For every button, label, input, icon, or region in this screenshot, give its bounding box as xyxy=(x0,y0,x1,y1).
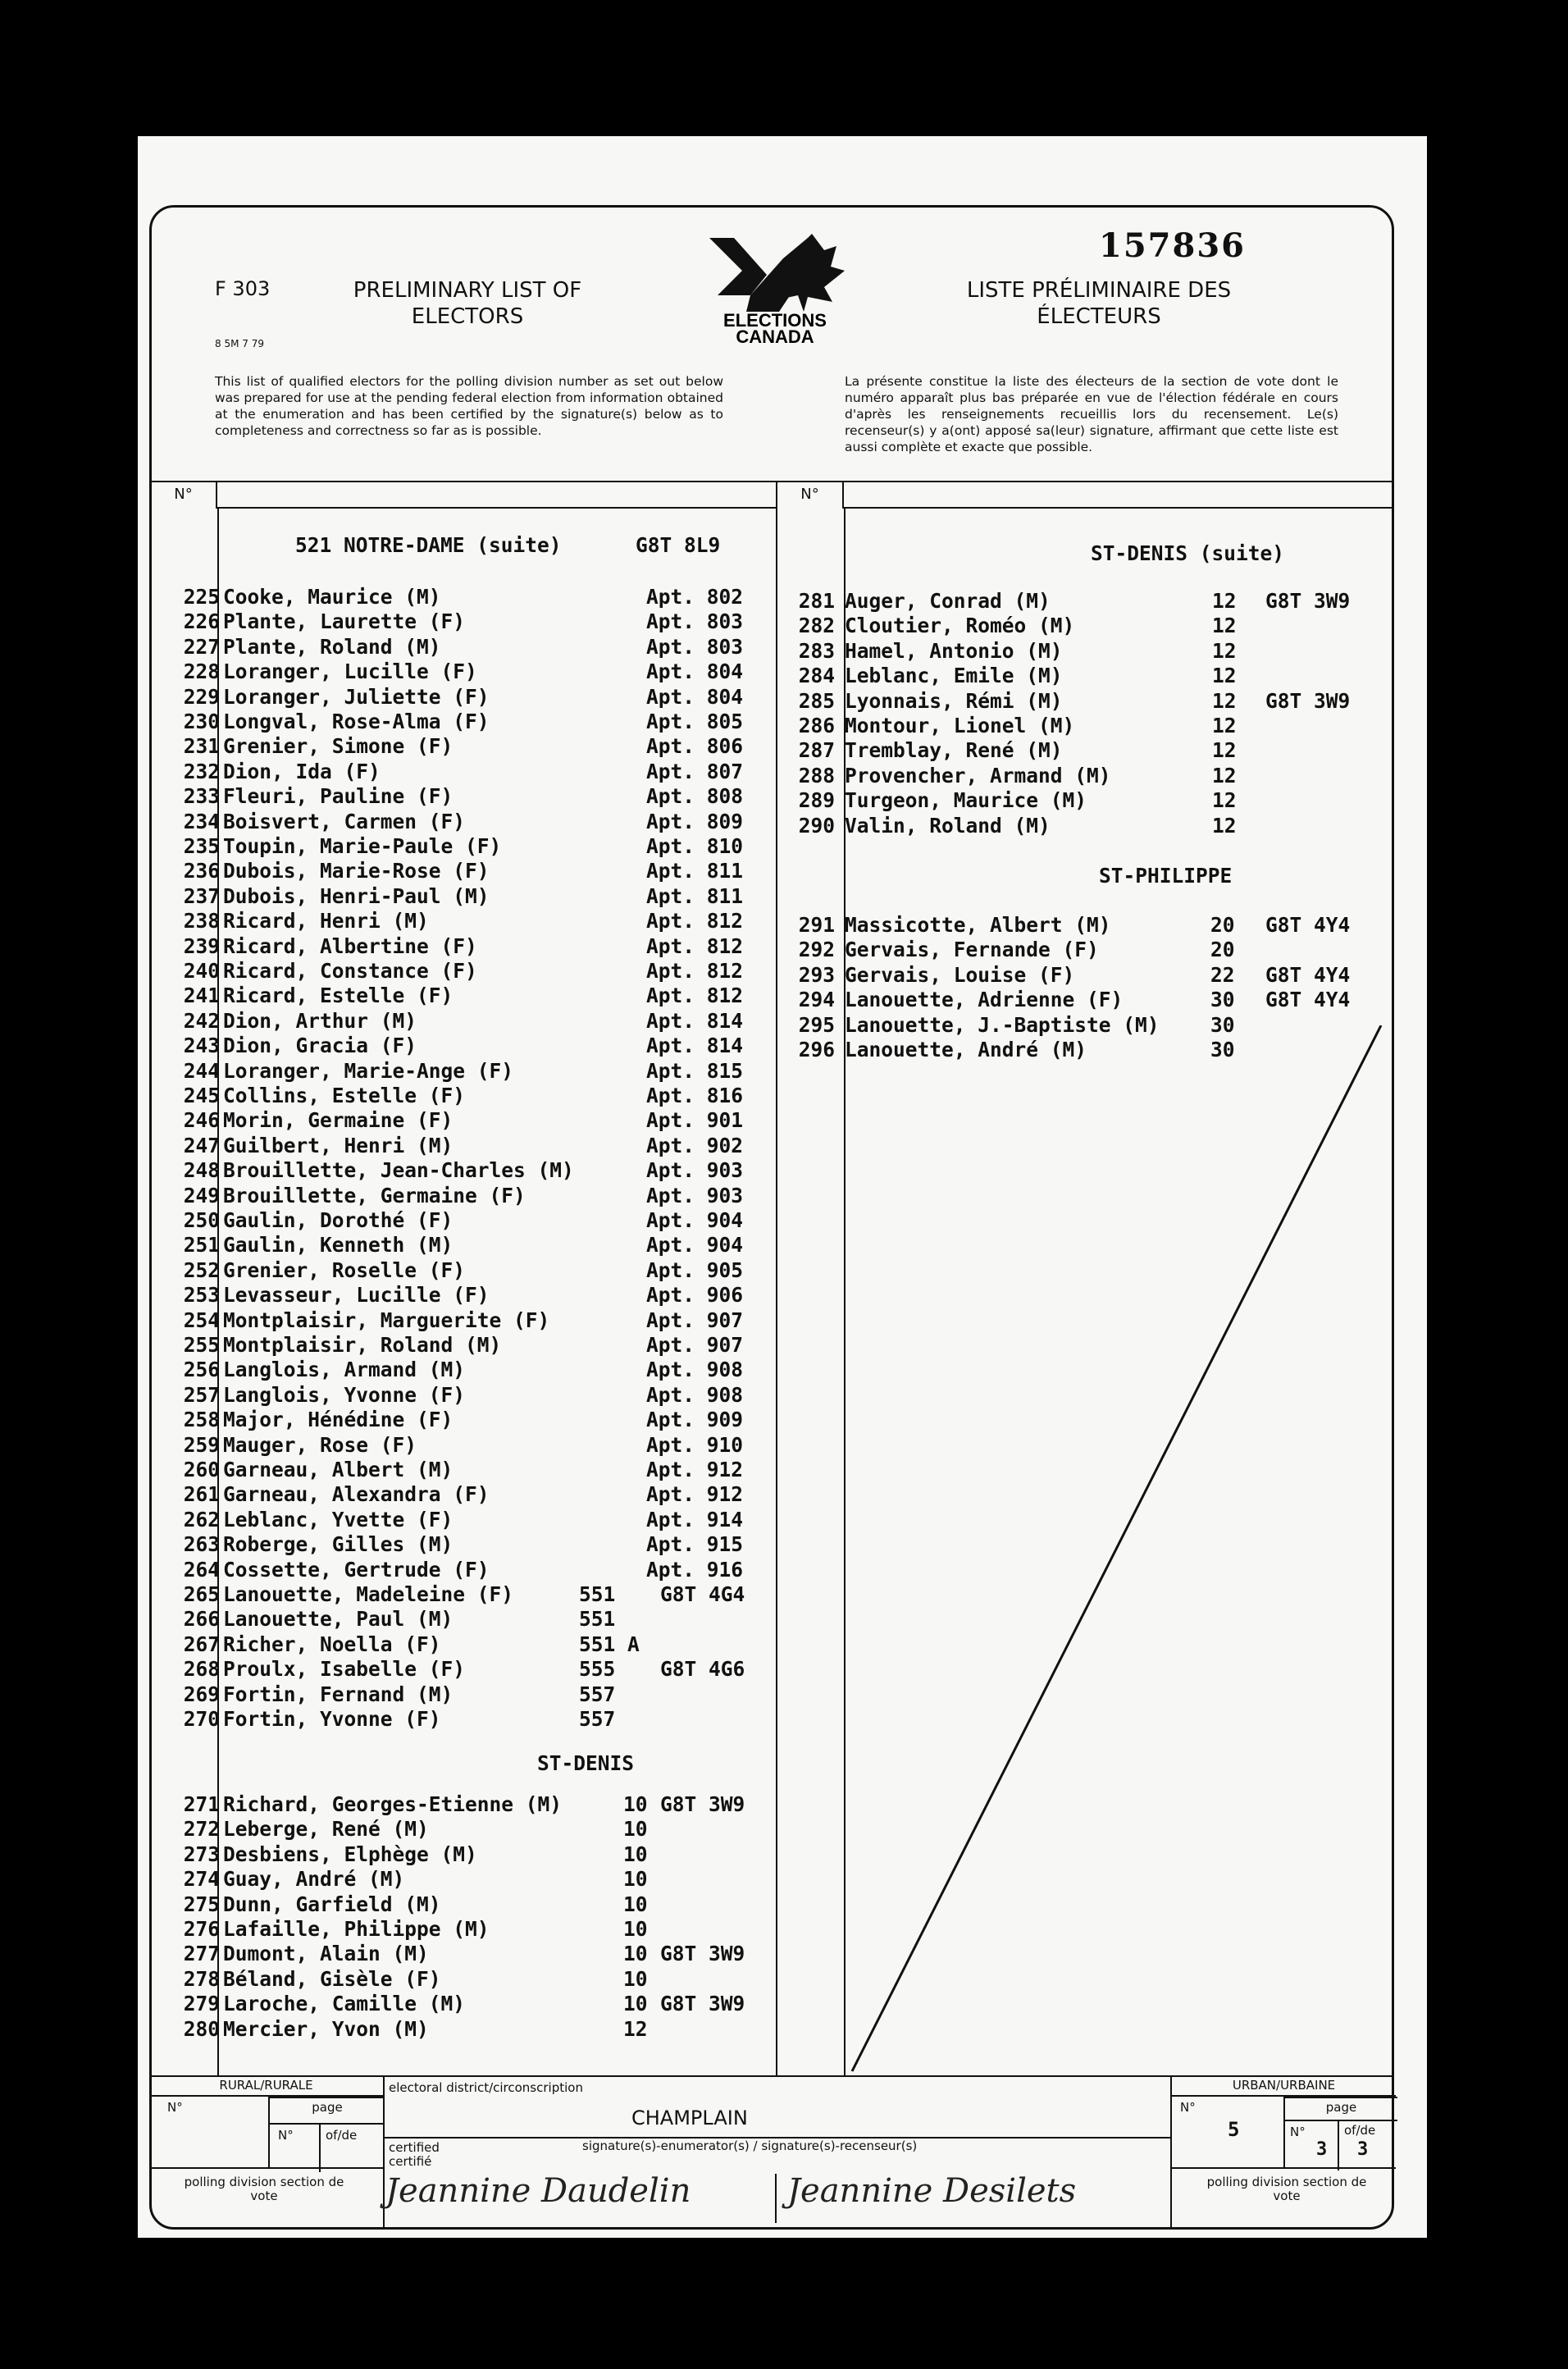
elector-address: 12 xyxy=(1212,714,1237,737)
elector-name: Auger, Conrad (M) xyxy=(845,589,1051,613)
elector-address: 12 xyxy=(1212,738,1237,763)
street-heading-notre-dame-postal: G8T 8L9 xyxy=(636,533,721,557)
title-english: PRELIMINARY LIST OF ELECTORS xyxy=(353,278,582,329)
elector-address: Apt. 908 xyxy=(646,1358,744,1382)
elector-name: Leberge, René (M) xyxy=(223,1817,429,1842)
elector-number: 233 xyxy=(183,784,220,809)
elector-address: Apt. 804 xyxy=(646,684,744,709)
elector-address: Apt. 814 xyxy=(646,1008,744,1033)
elector-number: 231 xyxy=(183,734,220,759)
elector-postal-code: G8T 3W9 xyxy=(660,1992,745,2016)
elector-address: 12 xyxy=(623,2016,648,2041)
elector-number: 266 xyxy=(183,1607,220,1632)
elector-address: 10 xyxy=(623,1892,648,1916)
serial-number: 157836 xyxy=(1099,226,1246,265)
elector-number: 260 xyxy=(183,1458,220,1481)
elector-address: Apt. 910 xyxy=(646,1432,744,1457)
elector-name: Mauger, Rose (F) xyxy=(223,1432,417,1457)
elector-number: 294 xyxy=(798,988,835,1012)
elector-name: Montour, Lionel (M) xyxy=(845,714,1075,737)
elector-postal-code: G8T 4Y4 xyxy=(1265,962,1351,987)
rural-page-label: page xyxy=(312,2100,343,2115)
elector-address: Apt. 812 xyxy=(646,959,744,983)
elector-number: 273 xyxy=(183,1842,220,1866)
right-no-header: N° xyxy=(776,481,844,509)
elector-number: 259 xyxy=(183,1432,220,1457)
elector-number: 293 xyxy=(798,962,835,987)
elector-address: Apt. 905 xyxy=(646,1258,744,1282)
elector-address: Apt. 912 xyxy=(646,1458,744,1481)
elector-name: Loranger, Marie-Ange (F) xyxy=(223,1058,514,1083)
elector-number: 288 xyxy=(798,763,835,787)
elector-number: 286 xyxy=(798,714,835,737)
elector-address: Apt. 912 xyxy=(646,1482,744,1507)
elector-name: Lanouette, Adrienne (F) xyxy=(845,988,1124,1012)
elector-address: Apt. 803 xyxy=(646,609,744,634)
elector-address: Apt. 803 xyxy=(646,634,744,659)
left-no-header: N° xyxy=(149,481,217,509)
elector-address: Apt. 903 xyxy=(646,1183,744,1207)
elector-name: Major, Hénédine (F) xyxy=(223,1408,454,1432)
elector-name: Garneau, Alexandra (F) xyxy=(223,1482,490,1507)
elector-postal-code: G8T 3W9 xyxy=(1265,688,1351,713)
urban-page-no-label: N° xyxy=(1290,2125,1306,2139)
table-top-rule xyxy=(149,481,1394,482)
elector-number: 270 xyxy=(183,1707,220,1731)
rural-page-box xyxy=(268,2097,385,2167)
elector-postal-code: G8T 3W9 xyxy=(660,1792,745,1816)
elector-number: 242 xyxy=(183,1008,220,1033)
elector-number: 296 xyxy=(798,1038,835,1061)
elector-number: 277 xyxy=(183,1942,220,1966)
elector-number: 248 xyxy=(183,1158,220,1183)
urban-polling-number: 5 xyxy=(1228,2118,1240,2141)
elector-name: Dion, Arthur (M) xyxy=(223,1008,417,1033)
elector-name: Ricard, Estelle (F) xyxy=(223,984,454,1008)
elector-name: Boisvert, Carmen (F) xyxy=(223,809,466,833)
elector-address: 30 xyxy=(1210,1012,1235,1037)
elector-address: Apt. 811 xyxy=(646,859,744,883)
elector-number: 295 xyxy=(798,1012,835,1037)
elector-address: Apt. 811 xyxy=(646,883,744,908)
elector-address: Apt. 915 xyxy=(646,1532,744,1557)
elector-address: Apt. 909 xyxy=(646,1408,744,1432)
elector-number: 228 xyxy=(183,660,220,684)
elector-address: Apt. 815 xyxy=(646,1058,744,1083)
elector-address: 557 xyxy=(579,1682,616,1706)
elector-address: Apt. 810 xyxy=(646,834,744,858)
elector-number: 250 xyxy=(183,1208,220,1232)
logo-text-canada: CANADA xyxy=(736,326,814,347)
urban-page-cells xyxy=(1285,2120,1397,2169)
elector-number: 289 xyxy=(798,788,835,813)
elector-name: Provencher, Armand (M) xyxy=(845,763,1111,787)
elector-address: 22 xyxy=(1210,962,1235,987)
elector-name: Gaulin, Dorothé (F) xyxy=(223,1208,454,1232)
elector-address: Apt. 907 xyxy=(646,1308,744,1332)
elector-number: 265 xyxy=(183,1582,220,1606)
elector-number: 249 xyxy=(183,1183,220,1207)
elector-number: 247 xyxy=(183,1133,220,1157)
elector-name: Ricard, Constance (F) xyxy=(223,959,477,983)
elector-name: Loranger, Lucille (F) xyxy=(223,660,477,684)
title-french: LISTE PRÉLIMINAIRE DES ÉLECTEURS xyxy=(966,278,1232,329)
elector-postal-code: G8T 4Y4 xyxy=(1265,988,1351,1012)
elector-address: Apt. 908 xyxy=(646,1382,744,1407)
elector-postal-code: G8T 3W9 xyxy=(660,1942,745,1966)
elector-name: Brouillette, Germaine (F) xyxy=(223,1183,526,1207)
elector-number: 258 xyxy=(183,1408,220,1432)
elector-number: 243 xyxy=(183,1034,220,1058)
elector-name: Lanouette, Paul (M) xyxy=(223,1607,454,1632)
right-top-rule xyxy=(844,507,1394,509)
elector-name: Leblanc, Yvette (F) xyxy=(223,1507,454,1531)
elector-address: Apt. 812 xyxy=(646,933,744,958)
elector-name: Cooke, Maurice (M) xyxy=(223,585,441,609)
elector-address: Apt. 914 xyxy=(646,1507,744,1531)
elector-name: Roberge, Gilles (M) xyxy=(223,1532,454,1557)
elector-number: 292 xyxy=(798,938,835,962)
elector-name: Gervais, Fernande (F) xyxy=(845,938,1099,962)
signature-divider xyxy=(775,2174,777,2223)
elector-address: 30 xyxy=(1210,1038,1235,1061)
urban-of-label: of/de xyxy=(1338,2121,1375,2170)
electoral-district-value: CHAMPLAIN xyxy=(631,2107,748,2129)
elector-name: Dumont, Alain (M) xyxy=(223,1942,429,1966)
street-heading-notre-dame: 521 NOTRE-DAME (suite) xyxy=(295,533,562,557)
urban-page-box xyxy=(1283,2097,1397,2167)
elector-number: 262 xyxy=(183,1507,220,1531)
elector-address: 30 xyxy=(1210,988,1235,1012)
elector-name: Guay, André (M) xyxy=(223,1867,405,1892)
rural-label: RURAL/RURALE xyxy=(149,2075,383,2097)
urban-no-label: N° xyxy=(1180,2100,1196,2115)
elector-address: 12 xyxy=(1212,788,1237,813)
elector-name: Gaulin, Kenneth (M) xyxy=(223,1233,454,1258)
elector-name: Lafaille, Philippe (M) xyxy=(223,1917,490,1941)
elector-name: Fortin, Fernand (M) xyxy=(223,1682,454,1706)
elector-name: Dion, Ida (F) xyxy=(223,759,381,783)
electoral-district-label: electoral district/circonscription xyxy=(389,2080,583,2095)
elector-address: Apt. 814 xyxy=(646,1034,744,1058)
elector-name: Lyonnais, Rémi (M) xyxy=(845,688,1063,713)
elector-name: Dubois, Henri-Paul (M) xyxy=(223,883,490,908)
elector-name: Montplaisir, Marguerite (F) xyxy=(223,1308,550,1332)
elector-name: Tremblay, René (M) xyxy=(845,738,1063,763)
elector-number: 238 xyxy=(183,909,220,933)
elector-name: Montplaisir, Roland (M) xyxy=(223,1333,502,1357)
elector-name: Plante, Laurette (F) xyxy=(223,609,466,634)
elector-number: 272 xyxy=(183,1817,220,1842)
elector-number: 255 xyxy=(183,1333,220,1357)
elector-number: 236 xyxy=(183,859,220,883)
certified-label: certified certifié xyxy=(389,2140,440,2169)
elector-number: 232 xyxy=(183,759,220,783)
elector-address: 10 xyxy=(623,1942,648,1966)
signature-label: signature(s)-enumerator(s) / signature(s)-recenseur(s) xyxy=(582,2138,918,2153)
elector-name: Dunn, Garfield (M) xyxy=(223,1892,441,1916)
elector-name: Cloutier, Roméo (M) xyxy=(845,614,1075,638)
elector-number: 239 xyxy=(183,933,220,958)
elector-name: Mercier, Yvon (M) xyxy=(223,2016,429,2041)
elector-name: Dion, Gracia (F) xyxy=(223,1034,417,1058)
elector-number: 230 xyxy=(183,710,220,733)
elector-name: Plante, Roland (M) xyxy=(223,634,441,659)
elections-canada-logo xyxy=(701,230,849,349)
elector-number: 252 xyxy=(183,1258,220,1282)
rural-polling-division-label: polling division section de vote xyxy=(184,2175,344,2203)
urban-of-number: 3 xyxy=(1357,2139,1369,2160)
elector-name: Longval, Rose-Alma (F) xyxy=(223,710,490,733)
elector-name: Grenier, Simone (F) xyxy=(223,734,454,759)
elector-name: Guilbert, Henri (M) xyxy=(223,1133,454,1157)
elector-number: 279 xyxy=(183,1992,220,2016)
elector-address: 10 xyxy=(623,1917,648,1941)
rural-page-cells xyxy=(270,2123,385,2169)
elector-number: 253 xyxy=(183,1283,220,1308)
elector-name: Desbiens, Elphège (M) xyxy=(223,1842,477,1866)
elector-address: Apt. 903 xyxy=(646,1158,744,1183)
elector-number: 261 xyxy=(183,1482,220,1507)
elector-address: Apt. 904 xyxy=(646,1208,744,1232)
left-top-rule xyxy=(217,507,776,509)
elector-number: 284 xyxy=(798,664,835,688)
elector-number: 226 xyxy=(183,609,220,634)
elector-number: 225 xyxy=(183,585,220,609)
logo-text-elections: ELECTIONS xyxy=(723,310,827,331)
elector-address: Apt. 804 xyxy=(646,660,744,684)
rural-box xyxy=(149,2075,385,2230)
elector-address: 555 xyxy=(579,1657,616,1682)
elector-name: Garneau, Albert (M) xyxy=(223,1458,454,1481)
elector-address: 12 xyxy=(1212,813,1237,838)
elector-address: 551 xyxy=(579,1582,616,1606)
maple-leaf-x-icon xyxy=(701,230,849,349)
elector-name: Brouillette, Jean-Charles (M) xyxy=(223,1158,574,1183)
elector-name: Langlois, Armand (M) xyxy=(223,1358,466,1382)
elector-address: Apt. 916 xyxy=(646,1557,744,1582)
elector-name: Massicotte, Albert (M) xyxy=(845,913,1111,937)
elector-address: 551 xyxy=(579,1607,616,1632)
rural-no-label: N° xyxy=(167,2100,183,2115)
elector-number: 287 xyxy=(798,738,835,763)
elector-address: 10 xyxy=(623,1966,648,1991)
elector-number: 268 xyxy=(183,1657,220,1682)
elector-name: Toupin, Marie-Paule (F) xyxy=(223,834,502,858)
elector-name: Fortin, Yvonne (F) xyxy=(223,1707,441,1731)
rural-of-label: of/de xyxy=(319,2125,357,2172)
form-number: F 303 xyxy=(215,277,271,300)
elector-name: Morin, Germaine (F) xyxy=(223,1108,454,1133)
elector-number: 263 xyxy=(183,1532,220,1557)
elector-name: Cossette, Gertrude (F) xyxy=(223,1557,490,1582)
enumerator-signature-1: Jeannine Daudelin xyxy=(385,2172,691,2210)
elector-name: Hamel, Antonio (M) xyxy=(845,638,1063,663)
elector-address: 10 xyxy=(623,1792,648,1816)
elector-address: Apt. 809 xyxy=(646,809,744,833)
elector-address: 12 xyxy=(1212,688,1237,713)
elector-address: Apt. 808 xyxy=(646,784,744,809)
elector-address: 12 xyxy=(1212,763,1237,787)
elector-address: Apt. 805 xyxy=(646,710,744,733)
elector-name: Lanouette, Madeleine (F) xyxy=(223,1582,514,1606)
elector-address: Apt. 806 xyxy=(646,734,744,759)
elector-name: Dubois, Marie-Rose (F) xyxy=(223,859,490,883)
urban-page-number: 3 xyxy=(1316,2139,1328,2160)
elector-postal-code: G8T 4Y4 xyxy=(1265,913,1351,937)
elector-postal-code: G8T 4G4 xyxy=(660,1582,745,1606)
elector-number: 281 xyxy=(798,589,835,613)
elector-number: 274 xyxy=(183,1867,220,1892)
enumerator-signature-2: Jeannine Desilets xyxy=(787,2172,1077,2210)
elector-number: 234 xyxy=(183,809,220,833)
elector-name: Collins, Estelle (F) xyxy=(223,1084,466,1107)
elector-number: 256 xyxy=(183,1358,220,1382)
urban-label: URBAN/URBAINE xyxy=(1172,2075,1396,2097)
void-diagonal-line xyxy=(844,1025,1393,2075)
elector-address: Apt. 812 xyxy=(646,909,744,933)
street-heading-st-philippe: ST-PHILIPPE xyxy=(1099,864,1233,888)
elector-address: 12 xyxy=(1212,638,1237,663)
elector-name: Laroche, Camille (M) xyxy=(223,1992,466,2016)
elector-address: Apt. 812 xyxy=(646,984,744,1008)
intro-english: This list of qualified electors for the polling division number as set out below was prepared for use at the pending federal election from information obtained at the enumeration and has been certified by the signature(s) below as to completeness and correctness so far as is possible. xyxy=(215,374,723,438)
elector-number: 276 xyxy=(183,1917,220,1941)
elector-address: 557 xyxy=(579,1707,616,1731)
elector-number: 285 xyxy=(798,688,835,713)
elector-name: Valin, Roland (M) xyxy=(845,813,1051,838)
elector-address: Apt. 802 xyxy=(646,585,744,609)
elector-address: 551 A xyxy=(579,1632,640,1656)
elector-address: 10 xyxy=(623,1817,648,1842)
street-heading-st-denis-suite: ST-DENIS (suite) xyxy=(1091,541,1285,565)
elector-number: 267 xyxy=(183,1632,220,1656)
elector-name: Turgeon, Maurice (M) xyxy=(845,788,1087,813)
elector-name: Lanouette, J.-Baptiste (M) xyxy=(845,1012,1160,1037)
elector-address: Apt. 906 xyxy=(646,1283,744,1308)
elector-address: Apt. 807 xyxy=(646,759,744,783)
elector-number: 237 xyxy=(183,883,220,908)
elector-name: Loranger, Juliette (F) xyxy=(223,684,490,709)
elector-name: Ricard, Henri (M) xyxy=(223,909,429,933)
elector-name: Richer, Noella (F) xyxy=(223,1632,441,1656)
urban-box xyxy=(1170,2075,1396,2230)
elector-name: Gervais, Louise (F) xyxy=(845,962,1075,987)
elector-address: 12 xyxy=(1212,664,1237,688)
urban-polling-rule xyxy=(1172,2167,1396,2169)
elector-number: 280 xyxy=(183,2016,220,2041)
elector-address: Apt. 902 xyxy=(646,1133,744,1157)
elector-name: Langlois, Yvonne (F) xyxy=(223,1382,466,1407)
urban-polling-division-label: polling division section de vote xyxy=(1206,2175,1367,2203)
elector-number: 290 xyxy=(798,813,835,838)
elector-name: Lanouette, André (M) xyxy=(845,1038,1087,1061)
elector-number: 291 xyxy=(798,913,835,937)
rural-polling-rule xyxy=(149,2167,383,2169)
elector-number: 244 xyxy=(183,1058,220,1083)
elector-address: 10 xyxy=(623,1992,648,2016)
elector-number: 275 xyxy=(183,1892,220,1916)
elector-number: 235 xyxy=(183,834,220,858)
form-code: 8 5M 7 79 xyxy=(215,338,264,349)
elector-number: 264 xyxy=(183,1557,220,1582)
elector-number: 269 xyxy=(183,1682,220,1706)
elector-number: 240 xyxy=(183,959,220,983)
elector-name: Levasseur, Lucille (F) xyxy=(223,1283,490,1308)
elector-postal-code: G8T 3W9 xyxy=(1265,589,1351,613)
elector-number: 245 xyxy=(183,1084,220,1107)
elector-number: 229 xyxy=(183,684,220,709)
elector-number: 283 xyxy=(798,638,835,663)
elector-address: Apt. 904 xyxy=(646,1233,744,1258)
elector-name: Ricard, Albertine (F) xyxy=(223,933,477,958)
elector-number: 282 xyxy=(798,614,835,638)
rural-page-no-label: N° xyxy=(278,2128,294,2143)
elector-number: 271 xyxy=(183,1792,220,1816)
elector-address: 20 xyxy=(1210,938,1235,962)
elector-name: Leblanc, Emile (M) xyxy=(845,664,1063,688)
urban-page-label: page xyxy=(1325,2100,1357,2115)
elector-address: Apt. 907 xyxy=(646,1333,744,1357)
elector-number: 257 xyxy=(183,1382,220,1407)
elector-address: 12 xyxy=(1212,589,1237,613)
elector-number: 251 xyxy=(183,1233,220,1258)
elector-name: Proulx, Isabelle (F) xyxy=(223,1657,466,1682)
elector-address: 10 xyxy=(623,1842,648,1866)
elector-number: 241 xyxy=(183,984,220,1008)
elector-name: Grenier, Roselle (F) xyxy=(223,1258,466,1282)
elector-address: 12 xyxy=(1212,614,1237,638)
elector-address: Apt. 816 xyxy=(646,1084,744,1107)
elector-postal-code: G8T 4G6 xyxy=(660,1657,745,1682)
elector-name: Béland, Gisèle (F) xyxy=(223,1966,441,1991)
elector-name: Fleuri, Pauline (F) xyxy=(223,784,454,809)
elector-name: Richard, Georges-Etienne (M) xyxy=(223,1792,563,1816)
intro-french: La présente constitue la liste des électeurs de la section de vote dont le numéro apparaît plus bas préparée en vue de l'élection fédérale en cours d'après les renseignements recueillis lors du recensement. Le(s) recenseur(s) y a(ont) apposé sa(leur) signature, affirmant que cette liste est aussi complète et exacte que possible. xyxy=(845,374,1338,454)
elector-number: 246 xyxy=(183,1108,220,1133)
elector-address: 20 xyxy=(1210,913,1235,937)
elector-number: 278 xyxy=(183,1966,220,1991)
street-heading-st-denis: ST-DENIS xyxy=(537,1751,635,1775)
elector-address: Apt. 901 xyxy=(646,1108,744,1133)
elector-number: 254 xyxy=(183,1308,220,1332)
elector-number: 227 xyxy=(183,634,220,659)
elector-address: 10 xyxy=(623,1867,648,1892)
